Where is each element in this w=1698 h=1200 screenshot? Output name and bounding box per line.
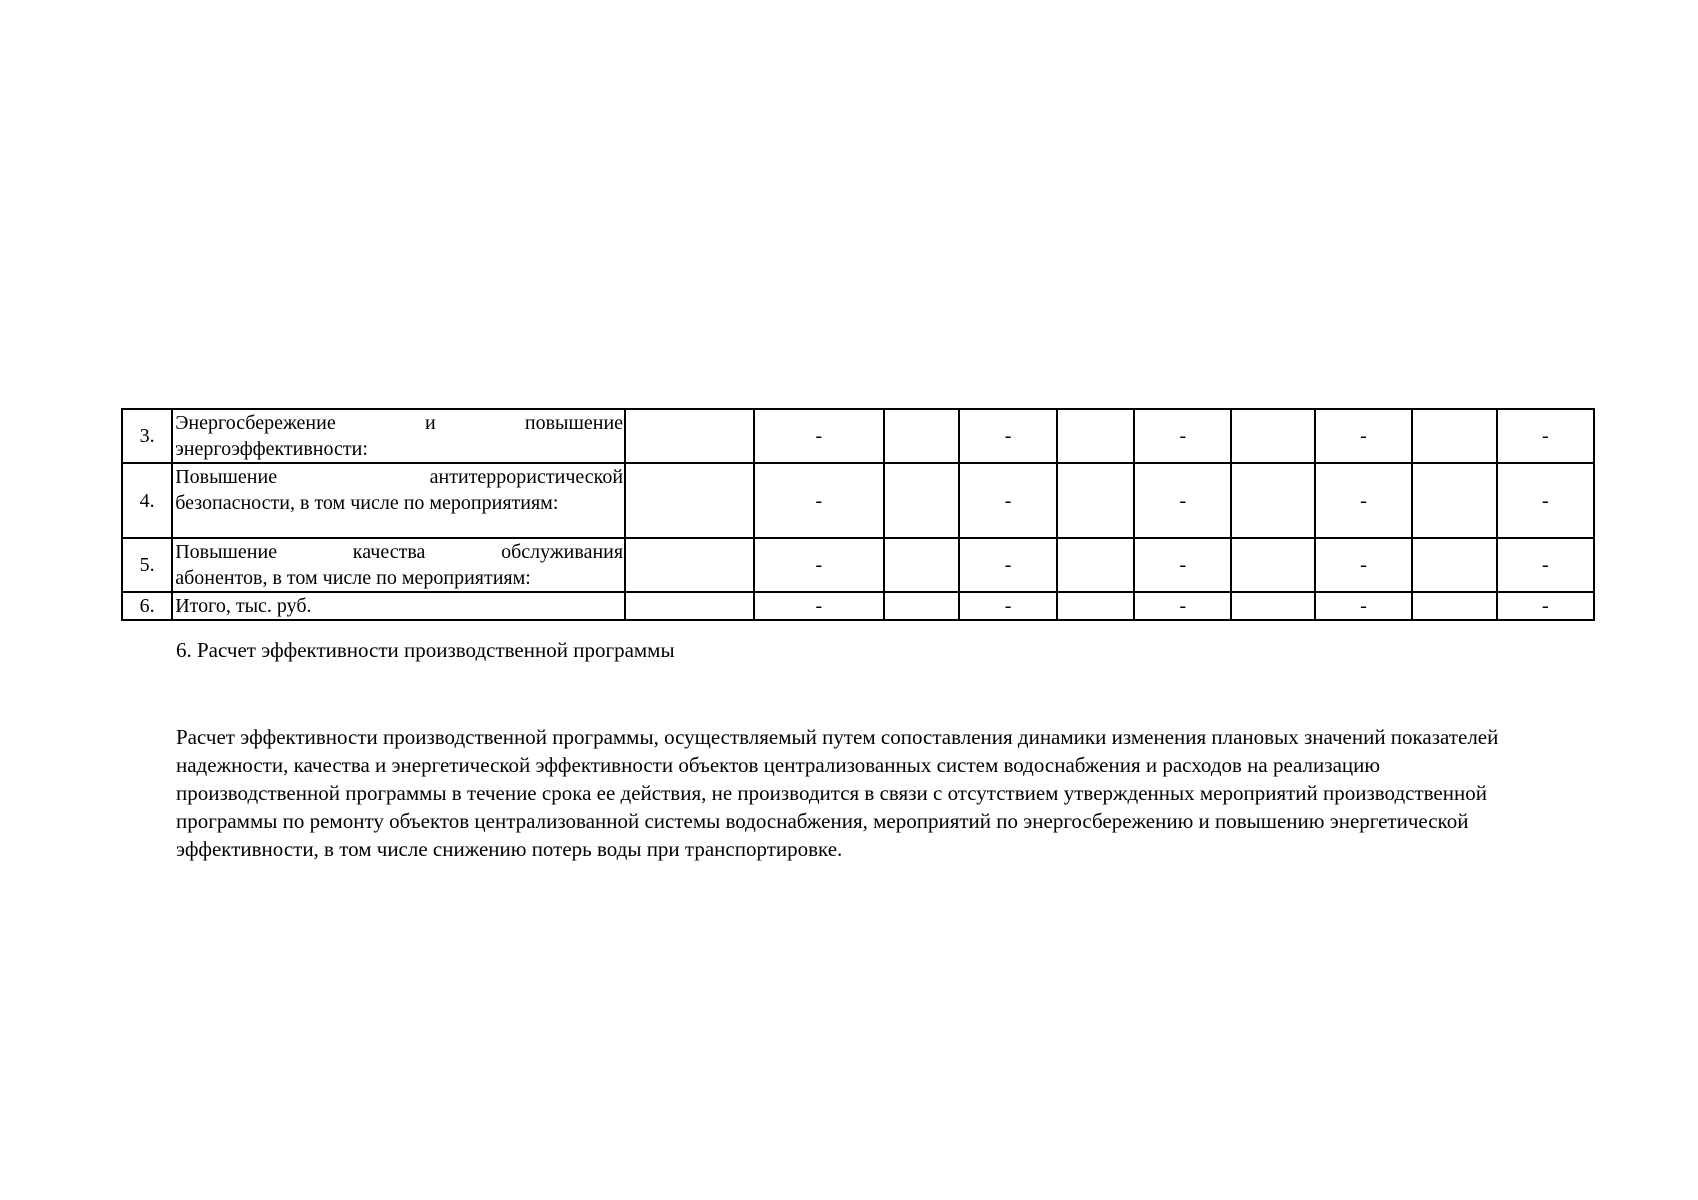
measures-table bbox=[121, 408, 1595, 621]
value-cell: - bbox=[1497, 538, 1594, 592]
value-cell: - bbox=[754, 538, 885, 592]
row-title-line: Итого, тыс. руб. bbox=[175, 595, 312, 617]
row-title-line: безопасности, в том числе по мероприятиям: bbox=[175, 492, 559, 514]
value-cell: - bbox=[1315, 592, 1412, 620]
value-cell: - bbox=[959, 409, 1056, 463]
table-row bbox=[122, 592, 1594, 620]
row-number: 3. bbox=[122, 409, 172, 463]
paragraph-line: производственной программы в течение срока ее действия, не производится в связи с отсутствием утвержденных мероприятий производственной bbox=[176, 781, 1487, 805]
paragraph-line: эффективности, в том числе снижению потерь воды при транспортировке. bbox=[176, 837, 843, 861]
value-cell: - bbox=[754, 409, 885, 463]
value-cell: - bbox=[1497, 592, 1594, 620]
value-cell: - bbox=[1134, 463, 1231, 538]
value-cell bbox=[1231, 463, 1314, 538]
value-cell: - bbox=[1497, 463, 1594, 538]
row-number: 5. bbox=[122, 538, 172, 592]
value-cell bbox=[1412, 463, 1496, 538]
row-title-line: абонентов, в том числе по мероприятиям: bbox=[175, 567, 531, 589]
value-cell bbox=[1057, 409, 1134, 463]
value-cell bbox=[1412, 409, 1496, 463]
value-cell bbox=[1057, 538, 1134, 592]
value-cell bbox=[1412, 592, 1496, 620]
row-title-line: энергоэффективности: bbox=[175, 438, 368, 460]
value-cell: - bbox=[959, 592, 1056, 620]
paragraph-line: программы по ремонту объектов централизованной системы водоснабжения, мероприятий по энергосбережению и повышению энергетической bbox=[176, 809, 1469, 833]
value-cell: - bbox=[1315, 409, 1412, 463]
value-cell: - bbox=[1134, 409, 1231, 463]
value-cell bbox=[884, 463, 959, 538]
value-cell: - bbox=[1315, 538, 1412, 592]
value-cell bbox=[625, 409, 754, 463]
value-cell: - bbox=[1497, 409, 1594, 463]
value-cell bbox=[884, 538, 959, 592]
row-title-line: Повышение антитеррористической bbox=[175, 466, 624, 488]
value-cell: - bbox=[1134, 592, 1231, 620]
value-cell bbox=[1057, 592, 1134, 620]
value-cell bbox=[625, 463, 754, 538]
value-cell: - bbox=[754, 592, 885, 620]
value-cell bbox=[625, 592, 754, 620]
value-cell bbox=[625, 538, 754, 592]
paragraph-line: надежности, качества и энергетической эффективности объектов централизованных систем водоснабжения и расходов на реализацию bbox=[176, 753, 1381, 777]
value-cell: - bbox=[1315, 463, 1412, 538]
row-title-line: Повышение качества обслуживания bbox=[175, 541, 624, 563]
row-title bbox=[172, 592, 625, 620]
value-cell bbox=[1412, 538, 1496, 592]
paragraph-line: Расчет эффективности производственной программы, осуществляемый путем сопоставления динамики изменения плановых значений показателей bbox=[176, 725, 1499, 749]
value-cell bbox=[1231, 409, 1314, 463]
value-cell bbox=[1057, 463, 1134, 538]
row-title bbox=[172, 463, 625, 538]
table-row bbox=[122, 463, 1594, 538]
row-title-line: Энергосбережение и повышение bbox=[175, 412, 624, 434]
table-row bbox=[122, 409, 1594, 463]
row-title bbox=[172, 538, 625, 592]
value-cell: - bbox=[959, 463, 1056, 538]
value-cell bbox=[1231, 592, 1314, 620]
value-cell bbox=[884, 592, 959, 620]
value-cell: - bbox=[754, 463, 885, 538]
value-cell bbox=[884, 409, 959, 463]
row-number: 6. bbox=[122, 592, 172, 620]
value-cell bbox=[1231, 538, 1314, 592]
value-cell: - bbox=[959, 538, 1056, 592]
table-row bbox=[122, 538, 1594, 592]
row-title bbox=[172, 409, 625, 463]
section-paragraph bbox=[176, 723, 1576, 863]
value-cell: - bbox=[1134, 538, 1231, 592]
row-number: 4. bbox=[122, 463, 172, 538]
section-heading: 6. Расчет эффективности производственной программы bbox=[176, 638, 675, 662]
